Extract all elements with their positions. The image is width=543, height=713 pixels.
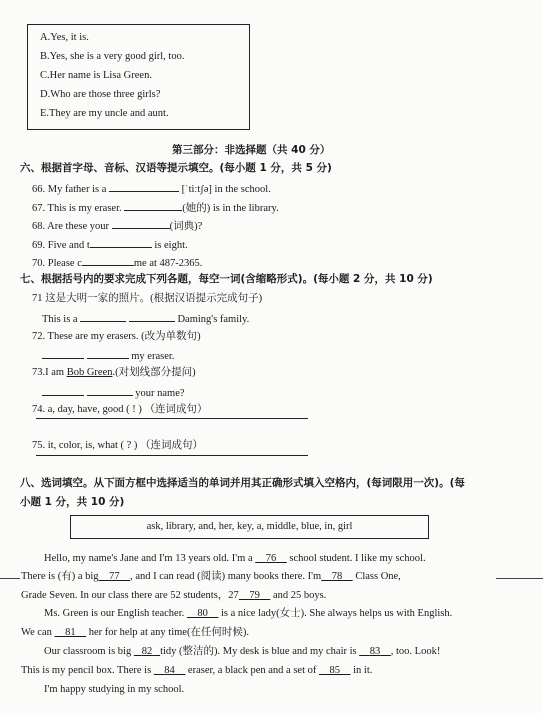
- passage-line: I'm happy studying in my school.: [44, 684, 185, 695]
- question-71-prompt: 71 这是大明一家的照片。(根据汉语提示完成句子): [32, 293, 263, 304]
- part3-title: 第三部分：非选择题（共 40 分）: [172, 144, 331, 156]
- answer-blank[interactable]: [87, 385, 133, 396]
- blank-76[interactable]: 76: [265, 553, 277, 564]
- passage-line: This is my pencil box. There is 84 eraser, a black pen and a set of 85 in it.: [21, 665, 373, 676]
- answer-blank[interactable]: [82, 255, 134, 266]
- question-67: 67. This is my eraser. (她的) is in the library.: [32, 200, 279, 215]
- word-bank-box: ask, library, and, her, key, a, middle, blue, in, girl: [70, 515, 429, 539]
- blank-80[interactable]: 80: [197, 608, 208, 619]
- blank-81[interactable]: 81: [65, 627, 76, 638]
- option-a: A.Yes, it is.: [40, 32, 89, 43]
- question-72-prompt: 72. These are my erasers. (改为单数句): [32, 331, 201, 342]
- options-box: [27, 24, 250, 130]
- answer-blank[interactable]: [90, 237, 152, 248]
- answer-line[interactable]: [36, 418, 308, 419]
- answer-blank[interactable]: [109, 181, 179, 192]
- answer-blank[interactable]: [80, 311, 126, 322]
- answer-blank[interactable]: [87, 348, 129, 359]
- question-74: 74. a, day, have, good ( ! ) （连词成句）: [32, 404, 208, 415]
- passage-line: There is (有) a big 77 , and I can read (阅读) many books there. I'm 78 Class One,: [21, 571, 401, 582]
- answer-blank[interactable]: [42, 385, 84, 396]
- edge-mark: [496, 578, 543, 579]
- section8-heading-line2: 小题 1 分，共 10 分): [20, 496, 125, 508]
- section8-heading-line1: 八、选词填空。从下面方框中选择适当的单词并用其正确形式填入空格内，(每词限用一次)。(每: [20, 477, 465, 489]
- passage-line: Hello, my name's Jane and I'm 13 years old. I'm a 76 school student. I like my school.: [44, 553, 426, 564]
- answer-blank[interactable]: [124, 200, 182, 211]
- passage-line: Our classroom is big 82 tidy (整洁的). My desk is blue and my chair is 83 , too. Look!: [44, 646, 441, 657]
- edge-mark: [0, 578, 20, 579]
- blank-84[interactable]: 84: [164, 665, 175, 676]
- question-69: 69. Five and t is eight.: [32, 237, 188, 252]
- question-71-answer: This is a Daming's family.: [42, 311, 249, 326]
- option-c: C.Her name is Lisa Green.: [40, 70, 152, 81]
- answer-blank[interactable]: [112, 218, 170, 229]
- section6-heading: 六、根据首字母、音标、汉语等提示填空。(每小题 1 分，共 5 分): [20, 162, 332, 174]
- question-70: 70. Please c me at 487-2365.: [32, 255, 202, 270]
- passage-line: Grade Seven. In our class there are 52 students，27 79 and 25 boys.: [21, 590, 327, 601]
- blank-83[interactable]: 83: [369, 646, 381, 657]
- blank-79[interactable]: 79: [249, 590, 260, 601]
- question-66: 66. My father is a [ˈtiːtʃə] in the school.: [32, 181, 271, 196]
- option-b: B.Yes, she is a very good girl, too.: [40, 51, 185, 62]
- passage-line: Ms. Green is our English teacher. 80 is a nice lady(女士). She always helps us with English.: [44, 608, 453, 619]
- question-68: 68. Are these your (词典)?: [32, 218, 202, 233]
- passage-line: We can 81 her for help at any time(在任何时候).: [21, 627, 250, 638]
- blank-85[interactable]: 85: [329, 665, 340, 676]
- answer-line[interactable]: [36, 455, 308, 456]
- question-73-answer: your name?: [42, 385, 185, 400]
- blank-77[interactable]: 77: [109, 571, 120, 582]
- blank-82[interactable]: 82: [141, 646, 153, 657]
- section7-heading: 七、根据括号内的要求完成下列各题，每空一词(含缩略形式)。(每小题 2 分，共 10 分): [20, 273, 433, 285]
- question-73-prompt: 73.I am Bob Green.(对划线部分提问): [32, 367, 196, 378]
- option-e: E.They are my uncle and aunt.: [40, 108, 169, 119]
- answer-blank[interactable]: [42, 348, 84, 359]
- answer-blank[interactable]: [129, 311, 175, 322]
- option-d: D.Who are those three girls?: [40, 89, 161, 100]
- question-75: 75. it, color, is, what ( ? ) （连词成句）: [32, 440, 204, 451]
- blank-78[interactable]: 78: [331, 571, 343, 582]
- question-72-answer: my eraser.: [42, 348, 174, 363]
